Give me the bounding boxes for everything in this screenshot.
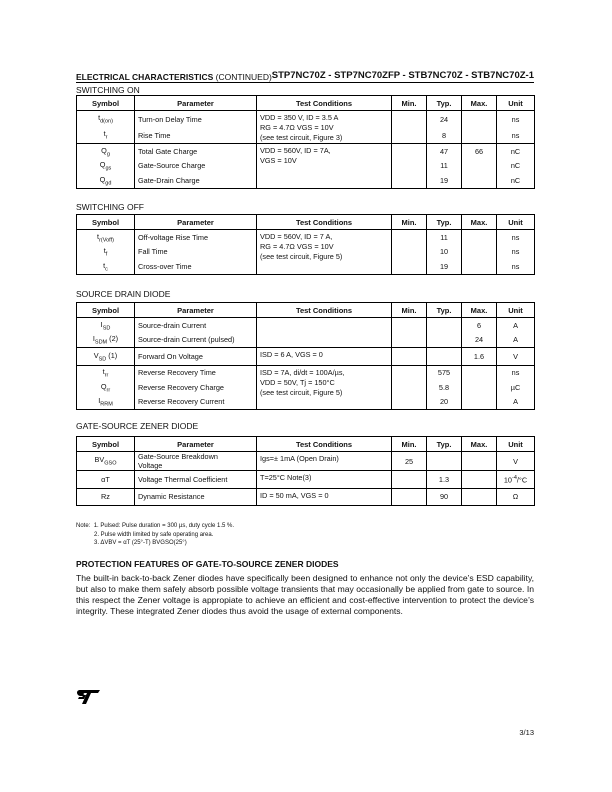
column-header: Typ. [427,96,462,111]
page-number: 3/13 [519,728,534,737]
min-cell [392,127,427,144]
parameter-cell: Voltage Thermal Coefficient [135,471,257,489]
max-cell: 1.6 [462,348,497,366]
unit-base: Ω [512,492,519,502]
test-conditions-cell: VDD = 560V, ID = 7A, VGS = 10V [257,144,392,189]
parameter-cell: Reverse Recovery Charge [135,380,257,395]
protection-title: PROTECTION FEATURES OF GATE-TO-SOURCE ZENER DIODES [76,559,339,569]
symbol-suffix: (1) [106,350,118,360]
max-cell [462,159,497,174]
min-cell [392,333,427,348]
symbol-suffix: (2) [107,334,119,344]
symbol-base: Q [100,381,107,391]
column-header: Typ. [427,303,462,318]
max-cell [462,395,497,410]
symbol-base: I [100,319,103,329]
unit-base: A [513,397,518,407]
column-header: Symbol [77,96,135,111]
column-header: Test Conditions [257,303,392,318]
symbol-subscript: SDM [94,339,108,346]
min-cell [392,173,427,188]
symbol-base: V [93,350,99,360]
unit-cell [497,111,535,128]
symbol-cell [77,173,135,188]
column-header: Min. [392,96,427,111]
table-title: SWITCHING ON [76,85,140,95]
symbol-base: t [103,129,106,139]
max-cell [462,471,497,489]
test-conditions-cell: VDD = 350 V, ID = 3.5 A RG = 4.7Ω VGS = 10V (see test circuit, Figure 3) [257,111,392,144]
symbol-cell [77,127,135,144]
test-conditions-cell: ID = 50 mA, VGS = 0 [257,488,392,506]
symbol-cell [77,348,135,366]
symbol-subscript: c [105,265,108,272]
column-header: Max. [462,437,497,452]
symbol-subscript: r [105,134,108,141]
note-3: 3. ΔVBV = αT (25°-T) BVGSO(25°) [94,540,187,546]
unit-cell [497,452,535,471]
max-cell [462,127,497,144]
table-title: SWITCHING OFF [76,202,144,212]
parameter-cell: Source-drain Current (pulsed) [135,333,257,348]
unit-base: nC [510,175,521,185]
column-header: Unit [497,96,535,111]
column-header: Symbol [77,437,135,452]
unit-base: ns [511,232,520,242]
typ-cell [427,318,462,333]
max-cell [462,245,497,260]
symbol-base: t [103,260,106,270]
test-conditions-cell: VDD = 560V, ID = 7 A, RG = 4.7Ω VGS = 10V (see test circuit, Figure 5) [257,230,392,275]
symbol-base: αT [101,474,110,484]
parameter-cell: Reverse Recovery Time [135,365,257,380]
min-cell [392,348,427,366]
typ-cell [427,452,462,471]
typ-cell: 5.8 [427,380,462,395]
column-header: Max. [462,96,497,111]
max-cell [462,230,497,245]
column-header: Typ. [427,437,462,452]
column-header: Max. [462,303,497,318]
header-rule [76,82,534,83]
max-cell: 6 [462,318,497,333]
section-title-text: ELECTRICAL CHARACTERISTICS [76,72,214,82]
typ-cell: 8 [427,127,462,144]
symbol-cell [77,333,135,348]
column-header: Min. [392,437,427,452]
symbol-cell [77,144,135,159]
min-cell [392,245,427,260]
symbol-base: t [102,367,105,377]
parameter-cell: Rise Time [135,127,257,144]
table-title: SOURCE DRAIN DIODE [76,289,171,299]
max-cell [462,488,497,506]
symbol-cell [77,452,135,471]
column-header: Typ. [427,215,462,230]
unit-cell [497,333,535,348]
unit-cell [497,471,535,489]
column-header: Max. [462,215,497,230]
symbol-cell [77,245,135,260]
unit-cell [497,230,535,245]
min-cell [392,395,427,410]
table-row [77,111,535,128]
parameter-cell: Source-drain Current [135,318,257,333]
spec-table [76,302,535,410]
parameter-cell: Gate-Source Charge [135,159,257,174]
symbol-cell [77,318,135,333]
note-2: 2. Pulse width limited by safe operating area. [94,531,214,538]
parameter-cell: Fall Time [135,245,257,260]
typ-cell: 11 [427,230,462,245]
unit-cell [497,144,535,159]
min-cell: 25 [392,452,427,471]
symbol-base: BV [94,455,105,465]
column-header: Test Conditions [257,96,392,111]
table-row [77,230,535,245]
min-cell [392,144,427,159]
unit-base: ns [511,368,520,378]
max-cell [462,452,497,471]
symbol-subscript: f [105,251,108,258]
symbol-base: Q [99,174,106,184]
typ-cell: 47 [427,144,462,159]
symbol-cell [77,111,135,128]
typ-cell: 11 [427,159,462,174]
unit-base: V [513,456,518,466]
min-cell [392,159,427,174]
notes-label: Note: [76,523,91,529]
parameter-cell: Gate-Drain Charge [135,173,257,188]
min-cell [392,111,427,128]
parameter-cell: Dynamic Resistance [135,488,257,506]
symbol-subscript: g [106,150,110,157]
unit-base: µC [510,382,521,392]
unit-cell [497,259,535,274]
test-conditions-cell: ISD = 7A, di/dt = 100A/µs, VDD = 50V, Tj = 150°C (see test circuit, Figure 5) [257,365,392,410]
symbol-subscript: RRM [100,401,113,408]
table-row [77,452,535,471]
spec-table [76,95,535,189]
unit-cell [497,318,535,333]
unit-cell [497,159,535,174]
table-row [77,365,535,380]
table-title: GATE-SOURCE ZENER DIODE [76,421,199,431]
header-row [77,96,535,111]
symbol-base: t [98,113,101,123]
symbol-subscript: rr [104,372,109,379]
unit-base: nC [510,161,521,171]
symbol-cell [77,365,135,380]
max-cell [462,380,497,395]
parameter-cell: Gate-Source Breakdown Voltage [135,452,257,471]
typ-cell: 24 [427,111,462,128]
max-cell [462,111,497,128]
column-header: Parameter [135,303,257,318]
symbol-subscript: gs [105,165,112,172]
column-header: Symbol [77,215,135,230]
test-conditions-cell [257,318,392,348]
notes [76,522,234,548]
unit-base: V [513,351,518,361]
unit-base: A [513,335,518,345]
min-cell [392,471,427,489]
typ-cell: 20 [427,395,462,410]
table-row [77,348,535,366]
test-conditions-cell: ISD = 6 A, VGS = 0 [257,348,392,366]
max-cell: 24 [462,333,497,348]
unit-base: ns [511,130,520,140]
symbol-base: t [97,231,100,241]
typ-cell: 19 [427,259,462,274]
symbol-cell [77,380,135,395]
symbol-cell [77,230,135,245]
typ-cell: 90 [427,488,462,506]
symbol-subscript: r(Voff) [99,236,114,243]
typ-cell: 1.3 [427,471,462,489]
column-header: Parameter [135,437,257,452]
spec-table [76,436,535,506]
table-row [77,144,535,159]
unit-cell [497,245,535,260]
column-header: Unit [497,437,535,452]
unit-base: ns [511,247,520,257]
min-cell [392,318,427,333]
typ-cell: 10 [427,245,462,260]
symbol-subscript: gd [105,179,112,186]
symbol-subscript: GSO [104,460,117,467]
symbol-base: I [98,396,101,406]
parameter-cell: Turn-on Delay Time [135,111,257,128]
column-header: Unit [497,303,535,318]
unit-cell [497,488,535,506]
parameter-cell: Cross-over Time [135,259,257,274]
table-row [77,318,535,333]
unit-cell [497,380,535,395]
unit-cell [497,395,535,410]
min-cell [392,230,427,245]
column-header: Test Conditions [257,437,392,452]
parameter-cell: Reverse Recovery Current [135,395,257,410]
note-1: 1. Pulsed: Pulse duration = 300 µs, duty cycle 1.5 %. [93,523,235,529]
column-header: Parameter [135,96,257,111]
max-cell [462,173,497,188]
typ-cell [427,348,462,366]
unit-suffix: /°C [516,474,528,484]
table-row [77,488,535,506]
column-header: Min. [392,215,427,230]
column-header: Test Conditions [257,215,392,230]
symbol-base: I [92,334,95,344]
column-header: Unit [497,215,535,230]
test-conditions-cell: Igs=± 1mA (Open Drain) [257,452,392,471]
table-row [77,471,535,489]
column-header: Parameter [135,215,257,230]
parameter-cell: Off-voltage Rise Time [135,230,257,245]
unit-cell [497,348,535,366]
min-cell [392,365,427,380]
document-header: STP7NC70Z - STP7NC70ZFP - STB7NC70Z - STB7NC70Z-1 [271,70,534,81]
max-cell [462,259,497,274]
symbol-cell [77,159,135,174]
header-row [77,215,535,230]
max-cell [462,365,497,380]
unit-base: A [513,320,518,330]
unit-base: nC [510,146,521,156]
section-title [76,72,272,82]
unit-base: 10 [503,474,512,484]
min-cell [392,380,427,395]
typ-cell: 575 [427,365,462,380]
symbol-base: Rz [101,492,110,502]
symbol-base: t [103,246,106,256]
symbol-subscript: rr [106,386,111,393]
protection-body: The built-in back-to-back Zener diodes have specifically been designed to enhance not only the device’s ESD capability, but also to make them safely absorb possible voltage transients that may occasionally be applied from gate to source. In this respect the Zener voltage is appropiate to achieve an efficient and cost-effective intervention to protect the device’s integrity. These integrated Zener diodes thus avoid the usage of external components. [76,573,534,616]
unit-cell [497,127,535,144]
max-cell: 66 [462,144,497,159]
unit-superscript: -4 [512,474,517,481]
min-cell [392,259,427,274]
unit-base: ns [511,261,520,271]
column-header: Symbol [77,303,135,318]
unit-base: ns [511,114,520,124]
unit-cell [497,173,535,188]
typ-cell: 19 [427,173,462,188]
symbol-cell [77,259,135,274]
symbol-subscript: SD [102,324,111,331]
test-conditions-cell: T=25°C Note(3) [257,471,392,489]
min-cell [392,488,427,506]
typ-cell [427,333,462,348]
parameter-cell: Forward On Voltage [135,348,257,366]
unit-cell [497,365,535,380]
symbol-cell [77,488,135,506]
symbol-cell [77,395,135,410]
symbol-base: Q [99,160,106,170]
symbol-subscript: SD [98,355,107,362]
spec-table [76,214,535,275]
symbol-subscript: d(on) [100,118,113,125]
header-row [77,303,535,318]
symbol-cell [77,471,135,489]
column-header: Min. [392,303,427,318]
section-title-suffix: (CONTINUED) [213,72,272,82]
header-row [77,437,535,452]
parameter-cell: Total Gate Charge [135,144,257,159]
st-logo [76,690,100,709]
symbol-base: Q [101,145,107,155]
